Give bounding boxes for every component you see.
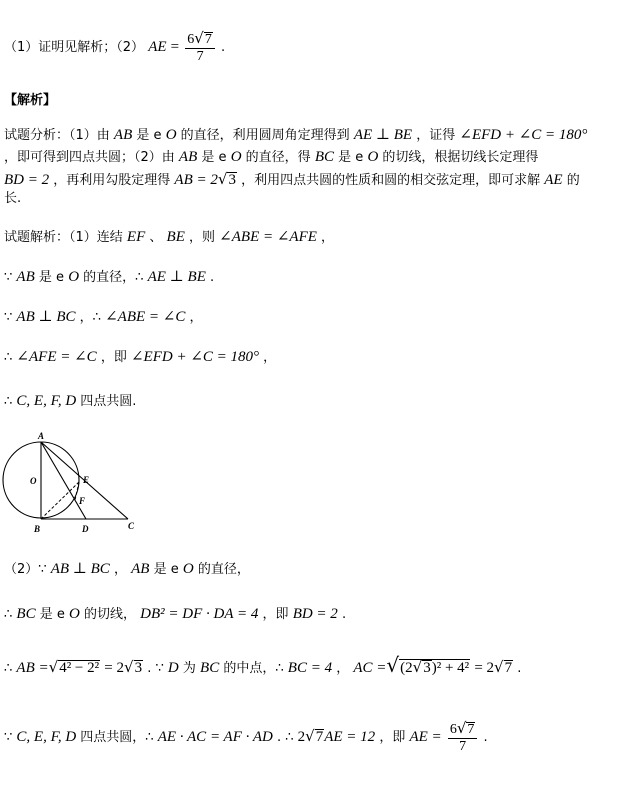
part2-q3-a: ∴ (4, 661, 13, 676)
analysis-is-2: 是 (201, 150, 215, 165)
part2-ae-eq: AE = (409, 729, 442, 745)
analysis-bc: BC (314, 149, 334, 165)
proof-p1-a: 试题解析：（1）连结 (4, 230, 123, 245)
part2-q2-e: . (341, 607, 347, 622)
part2-q3-f: . (517, 661, 522, 676)
answer-end: . (220, 40, 226, 55)
analysis-bd-eq: BD = 2 (4, 172, 50, 188)
figure-label-a: A (38, 431, 45, 441)
part2-fraction: $\frac{6√7}{7}$ (448, 720, 478, 755)
circle-symbol: e (355, 150, 364, 165)
analysis-ab-root: 3 (228, 172, 236, 188)
analysis-l1-a: 试题分析：（1）由 (4, 128, 110, 143)
analysis-l3-b: ，利用四点共圆的性质和圆的相交弦定理，即可求解 (241, 173, 541, 188)
proof-p3-b: ，∴ (79, 310, 101, 325)
therefore-symbol: ∴ (4, 350, 13, 365)
proof-ab-perp-bc: AB ⊥ BC (16, 309, 76, 325)
answer-fraction-num: 6 (187, 32, 195, 47)
proof-p2-c: . (210, 270, 215, 285)
answer-fraction-root: 7 (204, 32, 212, 47)
proof-be: BE (166, 229, 185, 245)
part2-ac-rhs: = 2 (474, 660, 495, 676)
analysis-o-3: O (367, 149, 379, 165)
figure-label-d: D (82, 524, 89, 534)
part2-q2-b: 是 (39, 607, 53, 622)
part2-ae12-root: 7 (315, 729, 324, 745)
part2-q3-b: . ∵ (147, 661, 164, 676)
part2-ac-rad-a: (2 (400, 660, 413, 676)
part2-fraction-den: 7 (459, 739, 467, 754)
part2-ab: AB (131, 561, 150, 577)
analysis-o: O (165, 127, 177, 143)
figure-label-b: B (34, 524, 41, 534)
part2-ae-ac: AE · AC = AF · AD (157, 729, 273, 745)
proof-afe-c: ∠AFE = ∠C (16, 349, 97, 365)
part2-q1-b: ， (113, 562, 127, 577)
part2-q1-d: 的直径， (197, 562, 250, 577)
part2-ab-rad: 4² − 2² (59, 660, 100, 676)
proof-p3-c: ， (189, 310, 203, 325)
proof-p2-b: 的直径，∴ (83, 270, 144, 285)
proof-abe-afe: ∠ABE = ∠AFE (219, 229, 317, 245)
proof-p1-b: ，则 (189, 230, 216, 245)
because-symbol: ∵ (4, 730, 13, 745)
analysis-l2-c: 的切线，根据切线长定理得 (382, 150, 539, 165)
answer-ae: AE (148, 39, 167, 55)
part2-q4-d: ，即 (379, 730, 406, 745)
proof-line-1 (4, 228, 334, 247)
proof-line-5 (4, 392, 136, 411)
part2-ae12-b: AE = 12 (324, 729, 376, 745)
part2-ac-root: 7 (504, 660, 513, 676)
part2-ab-perp-bc: AB ⊥ BC (50, 561, 110, 577)
figure-label-o: O (30, 476, 37, 486)
part2-bc-2: BC (200, 660, 220, 676)
part2-q4-b: 四点共圆，∴ (80, 730, 154, 745)
analysis-is-3: 是 (338, 150, 352, 165)
part2-q4-e: . (483, 730, 488, 745)
analysis-l3-a: ，再利用勾股定理得 (53, 173, 171, 188)
circle-symbol: e (56, 607, 65, 622)
part2-q3-c: 为 (182, 661, 196, 676)
proof-ae-perp-be: AE ⊥ BE (147, 269, 206, 285)
proof-points: C, E, F, D (16, 393, 77, 409)
analysis-line-1 (4, 126, 587, 145)
proof-is: 是 (38, 270, 52, 285)
part2-bc-eq: BC = 4 (287, 660, 333, 676)
proof-p5-b: 四点共圆. (80, 394, 137, 409)
analysis-line-4: 长. (4, 191, 22, 206)
analysis-l2-a: ，即可得到四点共圆；（2）由 (4, 150, 175, 165)
analysis-angle-sum: ∠EFD + ∠C = 180° (459, 127, 588, 143)
therefore-symbol: ∴ (4, 607, 13, 622)
figure-label-e: E (83, 475, 90, 485)
proof-p4-b: ，即 (100, 350, 127, 365)
answer-fraction-den: 7 (196, 49, 204, 64)
answer-fraction: $\frac{6√7}{7}$ (185, 30, 215, 65)
part2-ac-rad-b: )² + 4² (431, 660, 470, 676)
analysis-ab-2: AB (178, 149, 198, 165)
proof-p1-c: ， (321, 230, 335, 245)
analysis-l1-b: 是 (136, 128, 150, 143)
part2-bc: BC (16, 606, 36, 622)
because-symbol: ∵ (4, 310, 13, 325)
part2-ac-rad: (2√3)² + 4² (400, 658, 470, 676)
part2-line-1 (4, 560, 250, 579)
because-symbol: ∵ (4, 270, 13, 285)
section-title: 【解析】 (4, 93, 57, 108)
analysis-l1-d: ，证得 (416, 128, 456, 143)
analysis-ab: AB (113, 127, 133, 143)
analysis-ae: AE (544, 172, 563, 188)
proof-line-2 (4, 268, 214, 287)
figure-label-f: F (79, 496, 86, 506)
answer-line (4, 30, 225, 65)
part2-o-2: O (69, 606, 80, 622)
part2-line-3: ∴ AB =√4² − 2² = 2√3 . ∵ D 为 BC 的中点，∴ BC = 4 ， AC =√(2√3)² + 4² = 2√7 . (4, 653, 522, 677)
part2-q2-c: 的切线， (84, 607, 137, 622)
part2-ac-lhs: AC = (353, 660, 387, 676)
answer-part1: （1）证明见解析； (4, 40, 117, 55)
analysis-o-2: O (230, 149, 242, 165)
part2-bd-eq: BD = 2 (292, 606, 338, 622)
proof-sep: 、 (149, 230, 163, 245)
proof-p4-c: ， (263, 350, 277, 365)
analysis-ab-eq: AB = 2 (174, 172, 218, 188)
proof-o: O (68, 269, 80, 285)
part2-ac-rad-root: 3 (423, 660, 431, 676)
part2-q3-d: 的中点，∴ (223, 661, 284, 676)
part2-fraction-num: 6 (449, 722, 457, 737)
geometry-figure (0, 430, 150, 545)
analysis-l1-c: 的直径，利用圆周角定理得到 (180, 128, 350, 143)
proof-line-4 (4, 348, 276, 367)
figure-label-c: C (128, 521, 135, 531)
part2-q3-e: ， (336, 661, 350, 676)
part2-q1-a: （2）∵ (4, 562, 47, 577)
analysis-line-2 (4, 148, 538, 167)
part2-points: C, E, F, D (16, 729, 77, 745)
proof-ef: EF (126, 229, 146, 245)
analysis-line-3: BD = 2 ，再利用勾股定理得 AB = 2√3 ，利用四点共圆的性质和圆的相交弦定理，即可求解 AE 的 (4, 170, 580, 188)
therefore-symbol: ∴ (4, 394, 13, 409)
part2-q4-c: . ∴ (276, 730, 294, 745)
proof-line-3 (4, 308, 203, 327)
part2-line-4: ∵ C, E, F, D 四点共圆，∴ AE · AC = AF · AD . ∴ 2√7AE = 12 ，即 AE = $\frac{6√7}{7}$ . (4, 719, 488, 754)
proof-abe-c: ∠ABE = ∠C (105, 309, 186, 325)
circle-symbol: e (56, 270, 65, 285)
circle-symbol: e (218, 150, 227, 165)
part2-ae12-a: 2 (297, 729, 306, 745)
part2-line-2 (4, 605, 346, 624)
part2-ab-lhs: AB = (16, 660, 49, 676)
proof-angle-sum: ∠EFD + ∠C = 180° (130, 349, 260, 365)
proof-ab: AB (16, 269, 35, 285)
circle-symbol: e (153, 128, 162, 143)
part2-fraction-root: 7 (467, 722, 475, 737)
analysis-ae-perp-be: AE ⊥ BE (353, 127, 413, 143)
part2-d: D (167, 660, 179, 676)
part2-q2-d: ，即 (262, 607, 289, 622)
part2-db-eq: DB² = DF · DA = 4 (140, 606, 259, 622)
part2-ab-rhs: = 2 (104, 660, 125, 676)
analysis-l3-c: 的 (566, 173, 580, 188)
answer-eq: = (170, 39, 180, 55)
answer-part2-label: （2） (116, 40, 145, 55)
part2-ab-root: 3 (134, 660, 143, 676)
analysis-l2-b: 的直径，得 (245, 150, 311, 165)
part2-o: O (182, 561, 194, 577)
circle-symbol: e (170, 562, 179, 577)
part2-q1-c: 是 (153, 562, 167, 577)
